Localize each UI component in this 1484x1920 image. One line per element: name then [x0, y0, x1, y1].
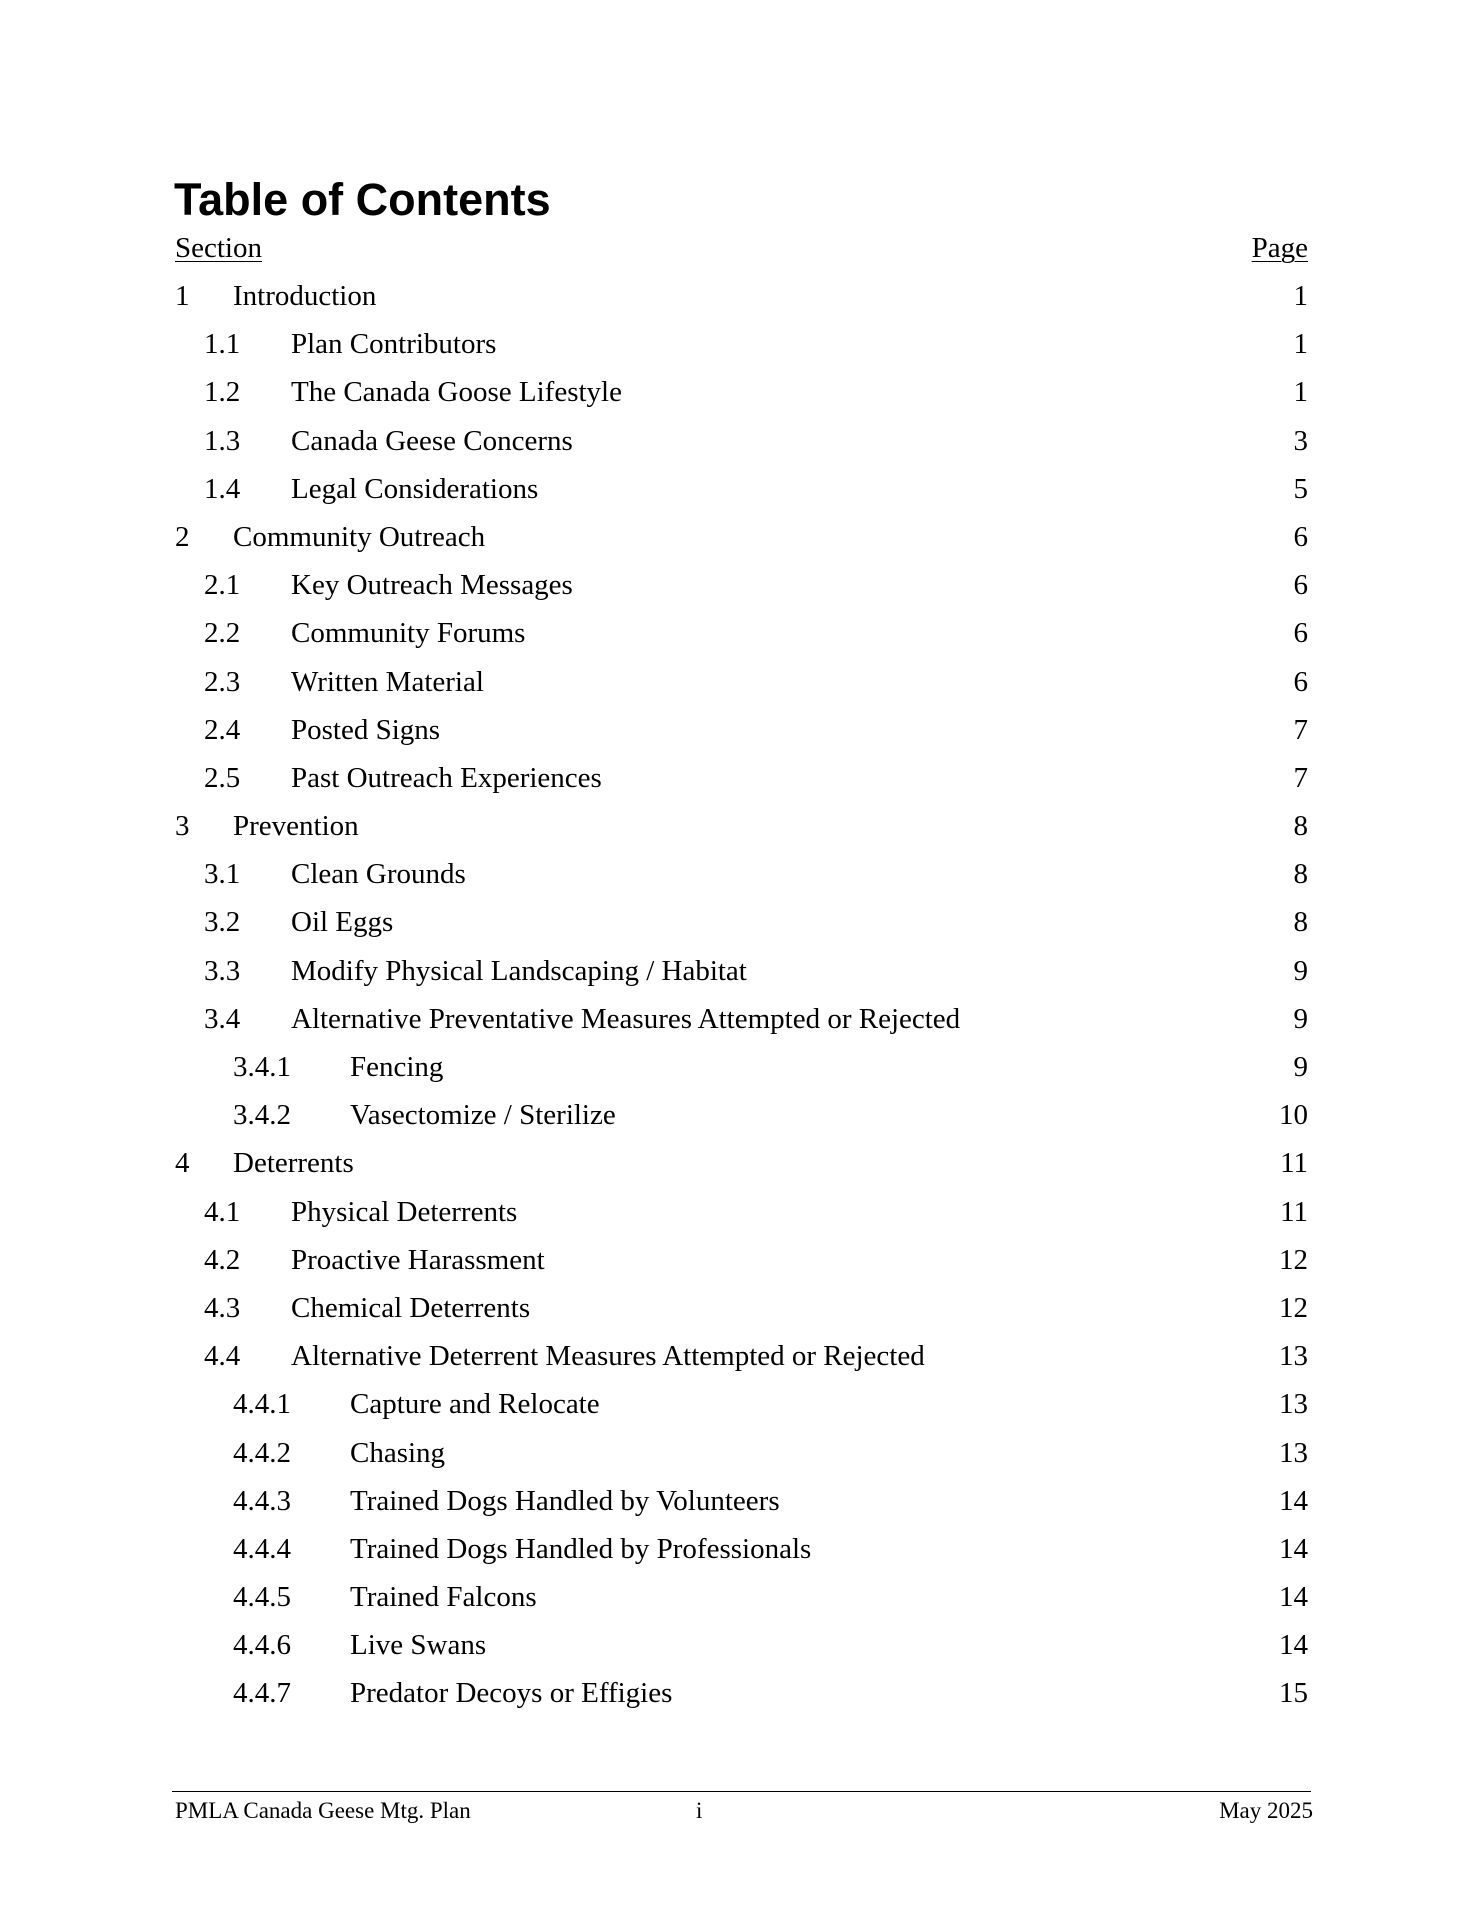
toc-entry[interactable] [175, 517, 1308, 565]
toc-entry-title[interactable]: Written Material [291, 665, 484, 698]
toc-entry-title[interactable]: Physical Deterrents [291, 1195, 518, 1228]
toc-entry-title[interactable]: Chasing [350, 1436, 446, 1469]
toc-entry[interactable] [175, 1143, 1308, 1191]
toc-entry-number: 3.4 [204, 1002, 241, 1035]
toc-entry-title[interactable]: Clean Grounds [291, 858, 466, 891]
toc-entry-page[interactable]: 13 [1279, 1340, 1308, 1373]
toc-entry-title[interactable]: Fencing [350, 1051, 444, 1083]
toc-entry-number: 3.4.2 [233, 1099, 291, 1132]
section-column-header: Section [175, 232, 262, 264]
toc-entry-page[interactable]: 6 [1293, 569, 1308, 602]
toc-entry-number: 4.4.1 [233, 1388, 291, 1421]
toc-entry-title[interactable]: Prevention [233, 810, 359, 843]
toc-entry-number: 3 [175, 810, 190, 843]
toc-entry[interactable] [175, 854, 1308, 902]
toc-entry-number: 2.3 [204, 665, 241, 698]
toc-entry-page[interactable]: 14 [1279, 1629, 1308, 1662]
toc-entry-title[interactable]: Deterrents [233, 1147, 354, 1180]
toc-entry[interactable] [175, 710, 1308, 758]
toc-entry-title[interactable]: Community Outreach [233, 520, 486, 553]
toc-entry-number: 3.3 [204, 954, 241, 987]
toc-entry[interactable] [175, 1047, 1308, 1095]
toc-entry-title[interactable]: Introduction [233, 280, 377, 312]
toc-entry[interactable] [175, 1336, 1308, 1384]
toc-entry-number: 2.5 [204, 761, 241, 794]
toc-entry-title[interactable]: Predator Decoys or Effigies [350, 1677, 673, 1710]
toc-entry-title[interactable]: Chemical Deterrents [291, 1291, 531, 1324]
toc-entry-title[interactable]: Live Swans [350, 1629, 487, 1662]
toc-entry-title[interactable]: Vasectomize / Sterilize [350, 1099, 616, 1132]
toc-entry-page[interactable]: 1 [1293, 328, 1308, 361]
toc-entry-title[interactable]: Plan Contributors [291, 328, 497, 361]
toc-entry-number: 3.4.1 [233, 1051, 291, 1083]
toc-entry-number: 4.4.3 [233, 1484, 291, 1517]
toc-entry-page[interactable]: 1 [1293, 376, 1308, 409]
toc-entry-page[interactable]: 12 [1279, 1291, 1308, 1324]
toc-entry-page[interactable]: 9 [1293, 1051, 1308, 1083]
toc-entry-page[interactable]: 6 [1293, 665, 1308, 698]
toc-entry-number: 4.1 [204, 1195, 241, 1228]
toc-entry-page[interactable]: 8 [1293, 906, 1308, 939]
toc-entry-page[interactable]: 5 [1293, 472, 1308, 505]
toc-entry-number: 1.4 [204, 472, 241, 505]
toc-entry-number: 2.4 [204, 713, 241, 746]
toc-entry[interactable] [175, 951, 1308, 999]
footer-date: May 2025 [1219, 1798, 1313, 1823]
toc-entry-number: 1 [175, 280, 190, 312]
toc-entry-number: 2.1 [204, 569, 241, 602]
toc-entry[interactable] [175, 758, 1308, 806]
toc-entry-title[interactable]: Posted Signs [291, 713, 441, 746]
toc-entry-number: 1.1 [204, 328, 241, 361]
toc-entry-page[interactable]: 14 [1279, 1581, 1308, 1614]
toc-entry-page[interactable]: 15 [1279, 1677, 1308, 1710]
toc-entry[interactable] [175, 1673, 1308, 1721]
toc-entry-page[interactable]: 7 [1293, 761, 1308, 794]
toc-entry-page[interactable]: 6 [1293, 617, 1308, 650]
toc-entry-title[interactable]: Proactive Harassment [291, 1243, 545, 1276]
toc-entry[interactable] [175, 1240, 1308, 1288]
toc-entry-number: 4.4.5 [233, 1581, 291, 1614]
toc-entry-title[interactable]: Modify Physical Landscaping / Habitat [291, 954, 747, 987]
toc-entry[interactable] [175, 1192, 1308, 1240]
toc-entry-title[interactable]: Key Outreach Messages [291, 569, 573, 602]
toc-entry-number: 4.4 [204, 1340, 241, 1373]
toc-entry[interactable] [175, 999, 1308, 1047]
toc-entry[interactable] [175, 1433, 1308, 1481]
toc-entry[interactable] [175, 1529, 1308, 1577]
toc-entry-title[interactable]: Capture and Relocate [350, 1388, 600, 1421]
toc-entry-page[interactable]: 9 [1293, 954, 1308, 987]
toc-entry-page[interactable]: 11 [1280, 1195, 1308, 1228]
toc-entry[interactable] [175, 565, 1308, 613]
page-title: Table of Contents [174, 174, 551, 225]
toc-entry-title[interactable]: The Canada Goose Lifestyle [291, 376, 622, 409]
toc-entry[interactable] [175, 1384, 1308, 1432]
page-column-header: Page [1251, 232, 1308, 264]
toc-entry-title[interactable]: Alternative Deterrent Measures Attempted or Rejected [291, 1340, 925, 1373]
toc-entry-page[interactable]: 7 [1293, 713, 1308, 746]
toc-entry-page[interactable]: 14 [1279, 1484, 1308, 1517]
toc-entry-page[interactable]: 1 [1293, 280, 1308, 312]
toc-entry-number: 4.2 [204, 1243, 241, 1276]
toc-entry-number: 4.3 [204, 1291, 241, 1324]
toc-entry[interactable] [175, 1288, 1308, 1336]
toc-entry-page[interactable]: 3 [1293, 424, 1308, 457]
toc-entry-page[interactable]: 6 [1293, 520, 1308, 553]
toc-entry[interactable] [175, 806, 1308, 854]
toc-entry-page[interactable]: 9 [1293, 1002, 1308, 1035]
toc-entry-page[interactable]: 13 [1279, 1388, 1308, 1421]
toc-entry[interactable] [175, 1095, 1308, 1143]
toc-entry[interactable] [175, 1625, 1308, 1673]
toc-entry-number: 1.2 [204, 376, 241, 409]
toc-entry-page[interactable]: 10 [1279, 1099, 1308, 1132]
toc-entry-title[interactable]: Alternative Preventative Measures Attempted or Rejected [291, 1002, 961, 1035]
toc-entry-number: 2.2 [204, 617, 241, 650]
toc-entry-page[interactable]: 8 [1293, 810, 1308, 843]
toc-list [175, 276, 1308, 1722]
toc-entry[interactable] [175, 276, 1308, 324]
toc-entry-number: 4.4.7 [233, 1677, 291, 1710]
toc-entry-title[interactable]: Community Forums [291, 617, 526, 650]
toc-entry-page[interactable]: 14 [1279, 1532, 1308, 1565]
toc-entry[interactable] [175, 324, 1308, 372]
toc-entry-page[interactable]: 11 [1280, 1147, 1308, 1180]
toc-entry-page[interactable]: 8 [1293, 858, 1308, 891]
toc-entry-title[interactable]: Canada Geese Concerns [291, 424, 573, 457]
toc-entry-number: 4.4.4 [233, 1532, 291, 1565]
toc-entry[interactable] [175, 662, 1308, 710]
toc-entry-number: 4 [175, 1147, 190, 1180]
toc-entry[interactable] [175, 421, 1308, 469]
toc-entry-number: 2 [175, 520, 190, 553]
toc-entry-title[interactable]: Oil Eggs [291, 906, 394, 939]
toc-entry-number: 1.3 [204, 424, 241, 457]
toc-entry-page[interactable]: 13 [1279, 1436, 1308, 1469]
toc-entry-number: 4.4.6 [233, 1629, 291, 1662]
toc-entry[interactable] [175, 613, 1308, 661]
toc-entry-number: 3.1 [204, 858, 241, 891]
toc-entry-title[interactable]: Trained Dogs Handled by Professionals [350, 1532, 812, 1565]
toc-entry[interactable] [175, 1577, 1308, 1625]
toc-entry-title[interactable]: Legal Considerations [291, 472, 539, 505]
toc-entry-title[interactable]: Trained Dogs Handled by Volunteers [350, 1484, 780, 1517]
toc-entry-number: 3.2 [204, 906, 241, 939]
toc-entry[interactable] [175, 902, 1308, 950]
toc-entry[interactable] [175, 1481, 1308, 1529]
toc-entry-title[interactable]: Trained Falcons [350, 1581, 537, 1614]
toc-entry[interactable] [175, 469, 1308, 517]
footer-divider [172, 1791, 1311, 1792]
toc-entry-title[interactable]: Past Outreach Experiences [291, 761, 602, 794]
footer-document-title: PMLA Canada Geese Mtg. Plan [175, 1798, 471, 1823]
toc-entry[interactable] [175, 372, 1308, 420]
toc-entry-page[interactable]: 12 [1279, 1243, 1308, 1276]
footer-page-number: i [696, 1798, 703, 1823]
toc-entry-number: 4.4.2 [233, 1436, 291, 1469]
